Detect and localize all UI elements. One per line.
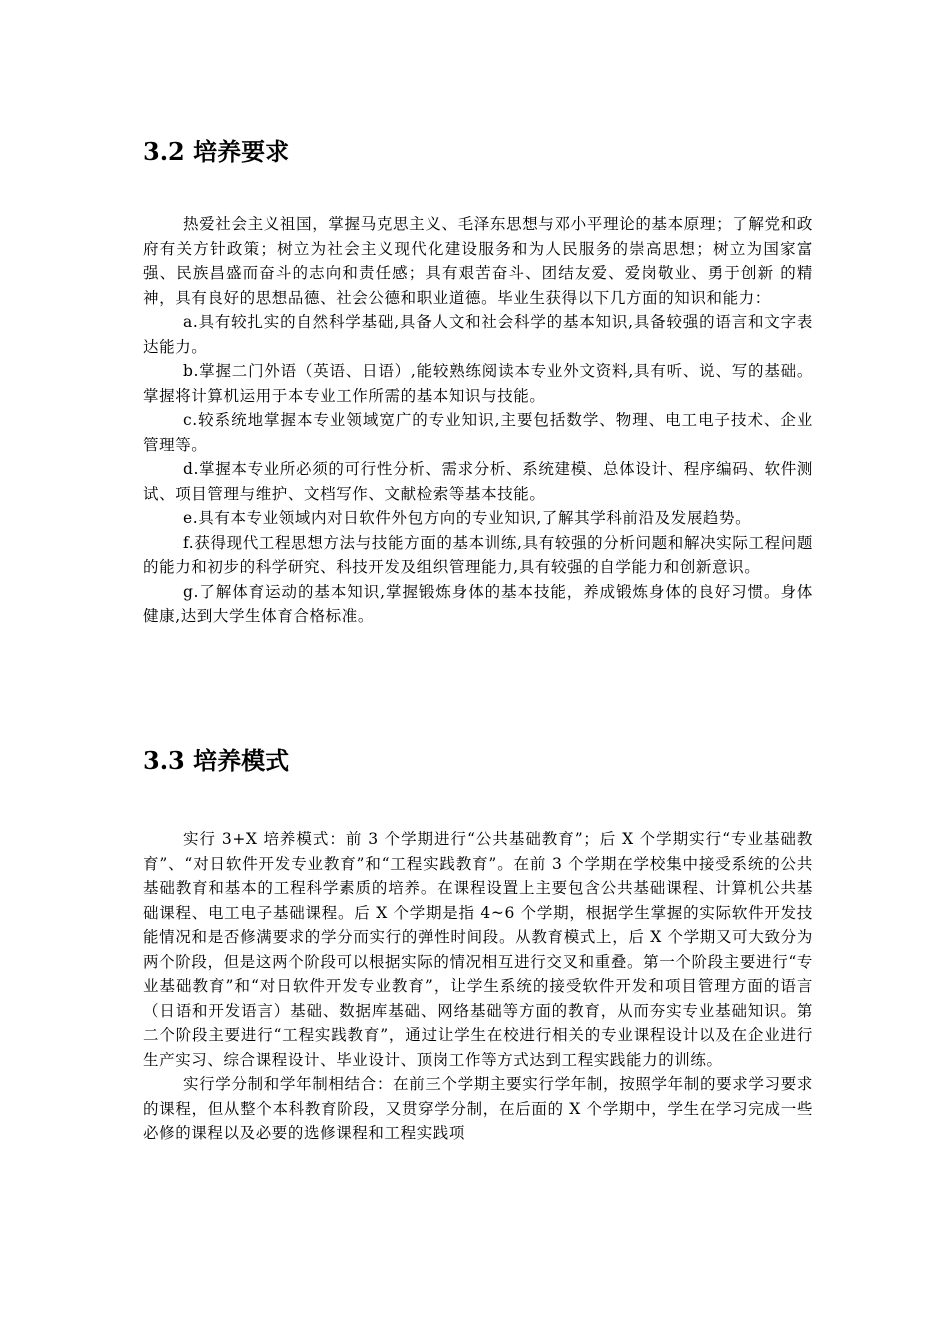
paragraph-item-a: a.具有较扎实的自然科学基础,具备人文和社会科学的基本知识,具备较强的语言和文字表达能力。 xyxy=(143,313,813,356)
section-3-3-body xyxy=(143,827,813,1146)
paragraph-item-g: g.了解体育运动的基本知识,掌握锻炼身体的基本技能，养成锻炼身体的良好习惯。身体健康,达到大学生体育合格标准。 xyxy=(143,582,813,625)
paragraph-training-mode: 实行 3+X 培养模式：前 3 个学期进行“公共基础教育”；后 X 个学期实行“专业基础教育”、“对日软件开发专业教育”和“工程实践教育”。在前 3 个学期在学校集中接受系统的公共基础教育和基本的工程科学素质的培养。在课程设置上主要包含公共基础课程、计算机公共基础课程、电工电子基础课程。后 X 个学期是指 4~6 个学期，根据学生掌握的实际软件开发技能情况和是否修满要求的学分而实行的弹性时间段。从教育模式上，后 X 个学期又可大致分为两个阶段，但是这两个阶段可以根据实际的情况相互进行交叉和重叠。第一个阶段主要进行“专业基础教育”和“对日软件开发专业教育”，让学生系统的接受软件开发和项目管理方面的语言（日语和开发语言）基础、数据库基础、网络基础等方面的教育，从而夯实专业基础知识。第二个阶段主要进行“工程实践教育”，通过让学生在校进行相关的专业课程设计以及在企业进行生产实习、综合课程设计、毕业设计、顶岗工作等方式达到工程实践能力的训练。 xyxy=(143,830,813,1069)
paragraph-item-e: e.具有本专业领域内对日软件外包方向的专业知识,了解其学科前沿及发展趋势。 xyxy=(183,509,752,527)
section-3-2-body xyxy=(143,212,813,629)
paragraph-intro: 热爱社会主义祖国，掌握马克思主义、毛泽东思想与邓小平理论的基本原理；了解党和政府有关方针政策；树立为社会主义现代化建设服务和为人民服务的崇高思想；树立为国家富强、民族昌盛而奋斗的志向和责任感；具有艰苦奋斗、团结友爱、爱岗敬业、勇于创新 的精神，具有良好的思想品德、社会公德和职业道德。毕业生获得以下几方面的知识和能力： xyxy=(143,215,813,307)
section-heading-3-2: 3.2 培养要求 xyxy=(143,137,290,166)
section-heading-3-3: 3.3 培养模式 xyxy=(143,746,290,775)
paragraph-credit-system: 实行学分制和学年制相结合：在前三个学期主要实行学年制，按照学年制的要求学习要求的课程，但从整个本科教育阶段，又贯穿学分制，在后面的 X 个学期中，学生在学习完成一些必修的课程以及必要的选修课程和工程实践项 xyxy=(143,1075,813,1142)
paragraph-item-c: c.较系统地掌握本专业领域宽广的专业知识,主要包括数学、物理、电工电子技术、企业管理等。 xyxy=(143,411,813,454)
paragraph-item-d: d.掌握本专业所必须的可行性分析、需求分析、系统建模、总体设计、程序编码、软件测试、项目管理与维护、文档写作、文献检索等基本技能。 xyxy=(143,460,813,503)
paragraph-item-f: f.获得现代工程思想方法与技能方面的基本训练,具有较强的分析问题和解决实际工程问题的能力和初步的科学研究、科技开发及组织管理能力,具有较强的自学能力和创新意识。 xyxy=(143,533,813,576)
paragraph-item-b: b.掌握二门外语（英语、日语）,能较熟练阅读本专业外文资料,具有听、说、写的基础。掌握将计算机运用于本专业工作所需的基本知识与技能。 xyxy=(143,362,813,405)
